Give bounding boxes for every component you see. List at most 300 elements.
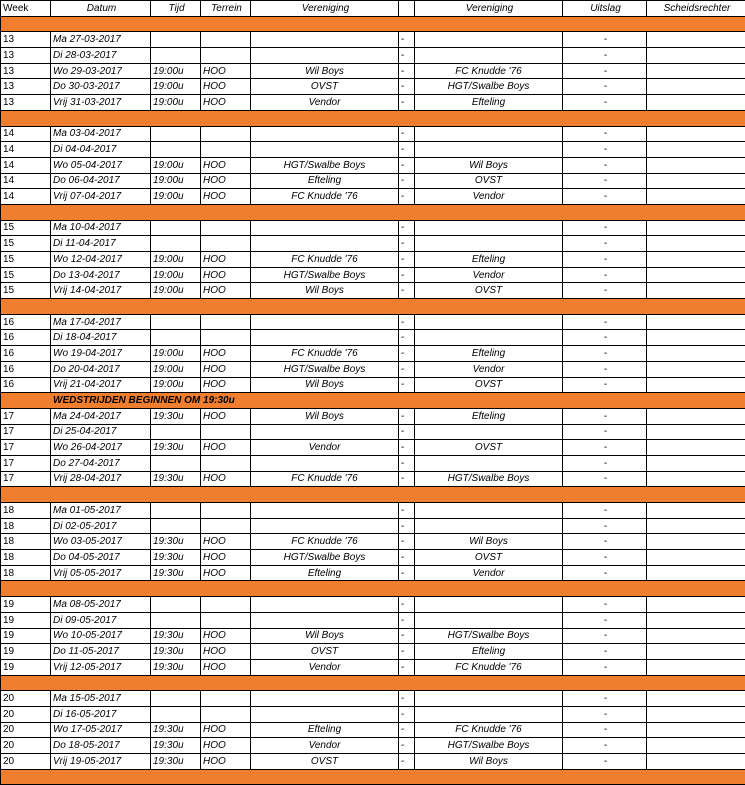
tijd-cell[interactable]: 19:30u <box>151 565 201 581</box>
datum-cell[interactable]: Vrij 05-05-2017 <box>51 565 151 581</box>
week-cell[interactable]: 16 <box>1 346 51 362</box>
home-team-cell[interactable] <box>251 612 399 628</box>
tijd-cell[interactable] <box>151 612 201 628</box>
scheidsrechter-cell[interactable] <box>647 157 745 173</box>
uitslag-cell[interactable]: - <box>563 597 647 613</box>
away-team-cell[interactable]: Vendor <box>415 189 563 205</box>
dash-cell[interactable]: - <box>399 565 415 581</box>
scheidsrechter-cell[interactable] <box>647 455 745 471</box>
dash-cell[interactable]: - <box>399 330 415 346</box>
away-team-cell[interactable] <box>415 503 563 519</box>
tijd-cell[interactable]: 19:30u <box>151 440 201 456</box>
home-team-cell[interactable]: FC Knudde '76 <box>251 346 399 362</box>
uitslag-cell[interactable]: - <box>563 534 647 550</box>
week-cell[interactable]: 16 <box>1 361 51 377</box>
week-cell[interactable]: 14 <box>1 173 51 189</box>
dash-cell[interactable]: - <box>399 267 415 283</box>
dash-cell[interactable]: - <box>399 126 415 142</box>
tijd-cell[interactable]: 19:00u <box>151 189 201 205</box>
week-cell[interactable]: 16 <box>1 330 51 346</box>
home-team-cell[interactable]: Vendor <box>251 659 399 675</box>
datum-cell[interactable]: Wo 03-05-2017 <box>51 534 151 550</box>
datum-cell[interactable]: Di 18-04-2017 <box>51 330 151 346</box>
week-cell[interactable]: 18 <box>1 534 51 550</box>
tijd-cell[interactable] <box>151 424 201 440</box>
away-team-cell[interactable]: OVST <box>415 173 563 189</box>
tijd-cell[interactable]: 19:30u <box>151 408 201 424</box>
header-week[interactable]: Week <box>1 1 51 17</box>
away-team-cell[interactable]: HGT/Swalbe Boys <box>415 738 563 754</box>
scheidsrechter-cell[interactable] <box>647 32 745 48</box>
week-cell[interactable]: 14 <box>1 189 51 205</box>
uitslag-cell[interactable]: - <box>563 126 647 142</box>
datum-cell[interactable]: Do 06-04-2017 <box>51 173 151 189</box>
uitslag-cell[interactable]: - <box>563 518 647 534</box>
scheidsrechter-cell[interactable] <box>647 236 745 252</box>
datum-cell[interactable]: Wo 05-04-2017 <box>51 157 151 173</box>
tijd-cell[interactable]: 19:00u <box>151 157 201 173</box>
dash-cell[interactable]: - <box>399 32 415 48</box>
week-cell[interactable]: 15 <box>1 283 51 299</box>
terrein-cell[interactable] <box>201 330 251 346</box>
away-team-cell[interactable] <box>415 518 563 534</box>
home-team-cell[interactable] <box>251 455 399 471</box>
datum-cell[interactable]: Di 11-04-2017 <box>51 236 151 252</box>
away-team-cell[interactable] <box>415 142 563 158</box>
datum-cell[interactable]: Do 30-03-2017 <box>51 79 151 95</box>
datum-cell[interactable]: Wo 29-03-2017 <box>51 63 151 79</box>
tijd-cell[interactable]: 19:30u <box>151 754 201 770</box>
uitslag-cell[interactable]: - <box>563 95 647 111</box>
datum-cell[interactable]: Wo 17-05-2017 <box>51 722 151 738</box>
terrein-cell[interactable]: HOO <box>201 346 251 362</box>
week-cell[interactable]: 19 <box>1 597 51 613</box>
terrein-cell[interactable] <box>201 503 251 519</box>
uitslag-cell[interactable]: - <box>563 691 647 707</box>
away-team-cell[interactable]: Wil Boys <box>415 157 563 173</box>
scheidsrechter-cell[interactable] <box>647 754 745 770</box>
terrein-cell[interactable]: HOO <box>201 754 251 770</box>
terrein-cell[interactable]: HOO <box>201 63 251 79</box>
home-team-cell[interactable] <box>251 126 399 142</box>
dash-cell[interactable]: - <box>399 597 415 613</box>
dash-cell[interactable]: - <box>399 346 415 362</box>
home-team-cell[interactable] <box>251 48 399 64</box>
home-team-cell[interactable]: FC Knudde '76 <box>251 252 399 268</box>
tijd-cell[interactable]: 19:00u <box>151 79 201 95</box>
datum-cell[interactable]: Di 04-04-2017 <box>51 142 151 158</box>
datum-cell[interactable]: Ma 24-04-2017 <box>51 408 151 424</box>
week-cell[interactable]: 15 <box>1 252 51 268</box>
home-team-cell[interactable]: FC Knudde '76 <box>251 189 399 205</box>
scheidsrechter-cell[interactable] <box>647 628 745 644</box>
week-cell[interactable]: 13 <box>1 79 51 95</box>
datum-cell[interactable]: Di 28-03-2017 <box>51 48 151 64</box>
tijd-cell[interactable]: 19:30u <box>151 471 201 487</box>
week-cell[interactable]: 14 <box>1 142 51 158</box>
dash-cell[interactable]: - <box>399 706 415 722</box>
datum-cell[interactable]: Do 18-05-2017 <box>51 738 151 754</box>
home-team-cell[interactable]: FC Knudde '76 <box>251 534 399 550</box>
tijd-cell[interactable] <box>151 455 201 471</box>
terrein-cell[interactable]: HOO <box>201 267 251 283</box>
terrein-cell[interactable]: HOO <box>201 440 251 456</box>
dash-cell[interactable]: - <box>399 659 415 675</box>
uitslag-cell[interactable]: - <box>563 738 647 754</box>
dash-cell[interactable]: - <box>399 95 415 111</box>
terrein-cell[interactable]: HOO <box>201 377 251 393</box>
home-team-cell[interactable] <box>251 424 399 440</box>
away-team-cell[interactable] <box>415 126 563 142</box>
datum-cell[interactable]: Do 04-05-2017 <box>51 550 151 566</box>
away-team-cell[interactable] <box>415 220 563 236</box>
uitslag-cell[interactable]: - <box>563 471 647 487</box>
uitslag-cell[interactable]: - <box>563 377 647 393</box>
uitslag-cell[interactable]: - <box>563 440 647 456</box>
dash-cell[interactable]: - <box>399 48 415 64</box>
scheidsrechter-cell[interactable] <box>647 706 745 722</box>
week-cell[interactable]: 18 <box>1 565 51 581</box>
away-team-cell[interactable]: Efteling <box>415 408 563 424</box>
uitslag-cell[interactable]: - <box>563 189 647 205</box>
uitslag-cell[interactable]: - <box>563 706 647 722</box>
tijd-cell[interactable] <box>151 691 201 707</box>
week-cell[interactable]: 20 <box>1 754 51 770</box>
home-team-cell[interactable]: Vendor <box>251 440 399 456</box>
away-team-cell[interactable]: OVST <box>415 440 563 456</box>
away-team-cell[interactable] <box>415 314 563 330</box>
tijd-cell[interactable] <box>151 142 201 158</box>
datum-cell[interactable]: Vrij 12-05-2017 <box>51 659 151 675</box>
tijd-cell[interactable]: 19:30u <box>151 534 201 550</box>
terrein-cell[interactable]: HOO <box>201 252 251 268</box>
datum-cell[interactable]: Do 11-05-2017 <box>51 644 151 660</box>
home-team-cell[interactable]: Vendor <box>251 95 399 111</box>
home-team-cell[interactable] <box>251 314 399 330</box>
home-team-cell[interactable]: Efteling <box>251 722 399 738</box>
week-cell[interactable]: 17 <box>1 455 51 471</box>
away-team-cell[interactable]: Efteling <box>415 644 563 660</box>
terrein-cell[interactable]: HOO <box>201 283 251 299</box>
home-team-cell[interactable]: Wil Boys <box>251 377 399 393</box>
week-cell[interactable]: 13 <box>1 63 51 79</box>
uitslag-cell[interactable]: - <box>563 408 647 424</box>
away-team-cell[interactable] <box>415 691 563 707</box>
uitslag-cell[interactable]: - <box>563 330 647 346</box>
tijd-cell[interactable] <box>151 236 201 252</box>
datum-cell[interactable]: Wo 10-05-2017 <box>51 628 151 644</box>
uitslag-cell[interactable]: - <box>563 48 647 64</box>
scheidsrechter-cell[interactable] <box>647 612 745 628</box>
tijd-cell[interactable]: 19:00u <box>151 267 201 283</box>
dash-cell[interactable]: - <box>399 283 415 299</box>
week-cell[interactable]: 19 <box>1 644 51 660</box>
tijd-cell[interactable] <box>151 48 201 64</box>
terrein-cell[interactable] <box>201 455 251 471</box>
away-team-cell[interactable]: Efteling <box>415 95 563 111</box>
dash-cell[interactable]: - <box>399 738 415 754</box>
away-team-cell[interactable]: Vendor <box>415 361 563 377</box>
terrein-cell[interactable] <box>201 32 251 48</box>
scheidsrechter-cell[interactable] <box>647 95 745 111</box>
uitslag-cell[interactable]: - <box>563 173 647 189</box>
terrein-cell[interactable]: HOO <box>201 738 251 754</box>
week-cell[interactable]: 17 <box>1 471 51 487</box>
home-team-cell[interactable]: OVST <box>251 754 399 770</box>
datum-cell[interactable]: Wo 19-04-2017 <box>51 346 151 362</box>
scheidsrechter-cell[interactable] <box>647 314 745 330</box>
header-vereniging-home[interactable]: Vereniging <box>251 1 399 17</box>
week-cell[interactable]: 17 <box>1 408 51 424</box>
terrein-cell[interactable]: HOO <box>201 471 251 487</box>
tijd-cell[interactable] <box>151 314 201 330</box>
uitslag-cell[interactable]: - <box>563 79 647 95</box>
week-cell[interactable]: 18 <box>1 503 51 519</box>
datum-cell[interactable]: Do 27-04-2017 <box>51 455 151 471</box>
terrein-cell[interactable] <box>201 706 251 722</box>
home-team-cell[interactable] <box>251 32 399 48</box>
terrein-cell[interactable] <box>201 612 251 628</box>
uitslag-cell[interactable]: - <box>563 236 647 252</box>
home-team-cell[interactable] <box>251 597 399 613</box>
away-team-cell[interactable]: Efteling <box>415 346 563 362</box>
week-cell[interactable]: 18 <box>1 518 51 534</box>
home-team-cell[interactable]: HGT/Swalbe Boys <box>251 550 399 566</box>
terrein-cell[interactable] <box>201 518 251 534</box>
dash-cell[interactable]: - <box>399 455 415 471</box>
terrein-cell[interactable] <box>201 236 251 252</box>
tijd-cell[interactable]: 19:00u <box>151 63 201 79</box>
tijd-cell[interactable]: 19:30u <box>151 659 201 675</box>
dash-cell[interactable]: - <box>399 691 415 707</box>
tijd-cell[interactable]: 19:00u <box>151 173 201 189</box>
uitslag-cell[interactable]: - <box>563 220 647 236</box>
away-team-cell[interactable]: Wil Boys <box>415 754 563 770</box>
scheidsrechter-cell[interactable] <box>647 377 745 393</box>
datum-cell[interactable]: Ma 10-04-2017 <box>51 220 151 236</box>
header-terrein[interactable]: Terrein <box>201 1 251 17</box>
away-team-cell[interactable]: FC Knudde '76 <box>415 659 563 675</box>
dash-cell[interactable]: - <box>399 628 415 644</box>
scheidsrechter-cell[interactable] <box>647 691 745 707</box>
uitslag-cell[interactable]: - <box>563 644 647 660</box>
week-cell[interactable]: 20 <box>1 738 51 754</box>
home-team-cell[interactable] <box>251 142 399 158</box>
away-team-cell[interactable]: OVST <box>415 377 563 393</box>
away-team-cell[interactable]: Vendor <box>415 267 563 283</box>
terrein-cell[interactable]: HOO <box>201 722 251 738</box>
terrein-cell[interactable]: HOO <box>201 628 251 644</box>
dash-cell[interactable]: - <box>399 612 415 628</box>
away-team-cell[interactable]: HGT/Swalbe Boys <box>415 79 563 95</box>
dash-cell[interactable]: - <box>399 189 415 205</box>
away-team-cell[interactable] <box>415 32 563 48</box>
dash-cell[interactable]: - <box>399 314 415 330</box>
week-cell[interactable]: 18 <box>1 550 51 566</box>
tijd-cell[interactable]: 19:00u <box>151 361 201 377</box>
uitslag-cell[interactable]: - <box>563 252 647 268</box>
dash-cell[interactable]: - <box>399 220 415 236</box>
uitslag-cell[interactable]: - <box>563 565 647 581</box>
away-team-cell[interactable] <box>415 597 563 613</box>
datum-cell[interactable]: Ma 03-04-2017 <box>51 126 151 142</box>
home-team-cell[interactable]: Wil Boys <box>251 408 399 424</box>
terrein-cell[interactable]: HOO <box>201 189 251 205</box>
datum-cell[interactable]: Di 09-05-2017 <box>51 612 151 628</box>
tijd-cell[interactable] <box>151 706 201 722</box>
dash-cell[interactable]: - <box>399 157 415 173</box>
away-team-cell[interactable] <box>415 612 563 628</box>
datum-cell[interactable]: Di 02-05-2017 <box>51 518 151 534</box>
scheidsrechter-cell[interactable] <box>647 408 745 424</box>
away-team-cell[interactable]: HGT/Swalbe Boys <box>415 471 563 487</box>
datum-cell[interactable]: Vrij 14-04-2017 <box>51 283 151 299</box>
terrein-cell[interactable] <box>201 314 251 330</box>
terrein-cell[interactable]: HOO <box>201 157 251 173</box>
away-team-cell[interactable] <box>415 424 563 440</box>
week-cell[interactable]: 15 <box>1 236 51 252</box>
home-team-cell[interactable]: Efteling <box>251 565 399 581</box>
datum-cell[interactable]: Di 16-05-2017 <box>51 706 151 722</box>
home-team-cell[interactable]: Efteling <box>251 173 399 189</box>
uitslag-cell[interactable]: - <box>563 659 647 675</box>
tijd-cell[interactable] <box>151 32 201 48</box>
datum-cell[interactable]: Ma 17-04-2017 <box>51 314 151 330</box>
scheidsrechter-cell[interactable] <box>647 644 745 660</box>
scheidsrechter-cell[interactable] <box>647 722 745 738</box>
home-team-cell[interactable]: HGT/Swalbe Boys <box>251 157 399 173</box>
datum-cell[interactable]: Vrij 21-04-2017 <box>51 377 151 393</box>
datum-cell[interactable]: Do 20-04-2017 <box>51 361 151 377</box>
uitslag-cell[interactable]: - <box>563 455 647 471</box>
tijd-cell[interactable]: 19:00u <box>151 95 201 111</box>
uitslag-cell[interactable]: - <box>563 754 647 770</box>
datum-cell[interactable]: Ma 01-05-2017 <box>51 503 151 519</box>
dash-cell[interactable]: - <box>399 518 415 534</box>
home-team-cell[interactable]: OVST <box>251 644 399 660</box>
away-team-cell[interactable] <box>415 455 563 471</box>
week-cell[interactable]: 14 <box>1 126 51 142</box>
scheidsrechter-cell[interactable] <box>647 534 745 550</box>
terrein-cell[interactable]: HOO <box>201 550 251 566</box>
header-vereniging-away[interactable]: Vereniging <box>415 1 563 17</box>
dash-cell[interactable]: - <box>399 408 415 424</box>
dash-cell[interactable]: - <box>399 471 415 487</box>
scheidsrechter-cell[interactable] <box>647 503 745 519</box>
terrein-cell[interactable]: HOO <box>201 173 251 189</box>
header-datum[interactable]: Datum <box>51 1 151 17</box>
home-team-cell[interactable] <box>251 691 399 707</box>
tijd-cell[interactable]: 19:00u <box>151 283 201 299</box>
datum-cell[interactable]: Vrij 31-03-2017 <box>51 95 151 111</box>
home-team-cell[interactable]: OVST <box>251 79 399 95</box>
uitslag-cell[interactable]: - <box>563 503 647 519</box>
scheidsrechter-cell[interactable] <box>647 252 745 268</box>
tijd-cell[interactable]: 19:00u <box>151 377 201 393</box>
terrein-cell[interactable] <box>201 126 251 142</box>
scheidsrechter-cell[interactable] <box>647 424 745 440</box>
tijd-cell[interactable] <box>151 518 201 534</box>
uitslag-cell[interactable]: - <box>563 267 647 283</box>
week-cell[interactable]: 15 <box>1 267 51 283</box>
terrein-cell[interactable]: HOO <box>201 644 251 660</box>
scheidsrechter-cell[interactable] <box>647 142 745 158</box>
week-cell[interactable]: 17 <box>1 440 51 456</box>
tijd-cell[interactable]: 19:30u <box>151 722 201 738</box>
home-team-cell[interactable]: Wil Boys <box>251 283 399 299</box>
datum-cell[interactable]: Wo 12-04-2017 <box>51 252 151 268</box>
scheidsrechter-cell[interactable] <box>647 63 745 79</box>
dash-cell[interactable]: - <box>399 63 415 79</box>
datum-cell[interactable]: Vrij 28-04-2017 <box>51 471 151 487</box>
terrein-cell[interactable]: HOO <box>201 659 251 675</box>
away-team-cell[interactable]: Vendor <box>415 565 563 581</box>
home-team-cell[interactable]: Wil Boys <box>251 628 399 644</box>
tijd-cell[interactable]: 19:30u <box>151 550 201 566</box>
scheidsrechter-cell[interactable] <box>647 440 745 456</box>
tijd-cell[interactable]: 19:00u <box>151 346 201 362</box>
terrein-cell[interactable] <box>201 142 251 158</box>
scheidsrechter-cell[interactable] <box>647 173 745 189</box>
tijd-cell[interactable] <box>151 126 201 142</box>
datum-cell[interactable]: Wo 26-04-2017 <box>51 440 151 456</box>
tijd-cell[interactable]: 19:30u <box>151 644 201 660</box>
uitslag-cell[interactable]: - <box>563 722 647 738</box>
away-team-cell[interactable]: HGT/Swalbe Boys <box>415 628 563 644</box>
uitslag-cell[interactable]: - <box>563 361 647 377</box>
terrein-cell[interactable]: HOO <box>201 79 251 95</box>
week-cell[interactable]: 15 <box>1 220 51 236</box>
away-team-cell[interactable]: FC Knudde '76 <box>415 722 563 738</box>
uitslag-cell[interactable]: - <box>563 628 647 644</box>
uitslag-cell[interactable]: - <box>563 424 647 440</box>
dash-cell[interactable]: - <box>399 722 415 738</box>
tijd-cell[interactable]: 19:30u <box>151 628 201 644</box>
datum-cell[interactable]: Do 13-04-2017 <box>51 267 151 283</box>
home-team-cell[interactable]: FC Knudde '76 <box>251 471 399 487</box>
dash-cell[interactable]: - <box>399 361 415 377</box>
away-team-cell[interactable]: OVST <box>415 550 563 566</box>
terrein-cell[interactable] <box>201 424 251 440</box>
dash-cell[interactable]: - <box>399 644 415 660</box>
away-team-cell[interactable]: Wil Boys <box>415 534 563 550</box>
scheidsrechter-cell[interactable] <box>647 550 745 566</box>
home-team-cell[interactable]: HGT/Swalbe Boys <box>251 267 399 283</box>
datum-cell[interactable]: Ma 15-05-2017 <box>51 691 151 707</box>
datum-cell[interactable]: Di 25-04-2017 <box>51 424 151 440</box>
home-team-cell[interactable]: Vendor <box>251 738 399 754</box>
tijd-cell[interactable] <box>151 503 201 519</box>
terrein-cell[interactable]: HOO <box>201 534 251 550</box>
datum-cell[interactable]: Vrij 07-04-2017 <box>51 189 151 205</box>
week-cell[interactable]: 16 <box>1 314 51 330</box>
scheidsrechter-cell[interactable] <box>647 518 745 534</box>
uitslag-cell[interactable]: - <box>563 314 647 330</box>
home-team-cell[interactable]: Wil Boys <box>251 63 399 79</box>
home-team-cell[interactable]: HGT/Swalbe Boys <box>251 361 399 377</box>
away-team-cell[interactable]: Efteling <box>415 252 563 268</box>
header-tijd[interactable]: Tijd <box>151 1 201 17</box>
week-cell[interactable]: 16 <box>1 377 51 393</box>
tijd-cell[interactable]: 19:30u <box>151 738 201 754</box>
week-cell[interactable]: 13 <box>1 48 51 64</box>
dash-cell[interactable]: - <box>399 173 415 189</box>
week-cell[interactable]: 17 <box>1 424 51 440</box>
terrein-cell[interactable] <box>201 48 251 64</box>
week-cell[interactable]: 19 <box>1 612 51 628</box>
terrein-cell[interactable]: HOO <box>201 95 251 111</box>
home-team-cell[interactable] <box>251 503 399 519</box>
